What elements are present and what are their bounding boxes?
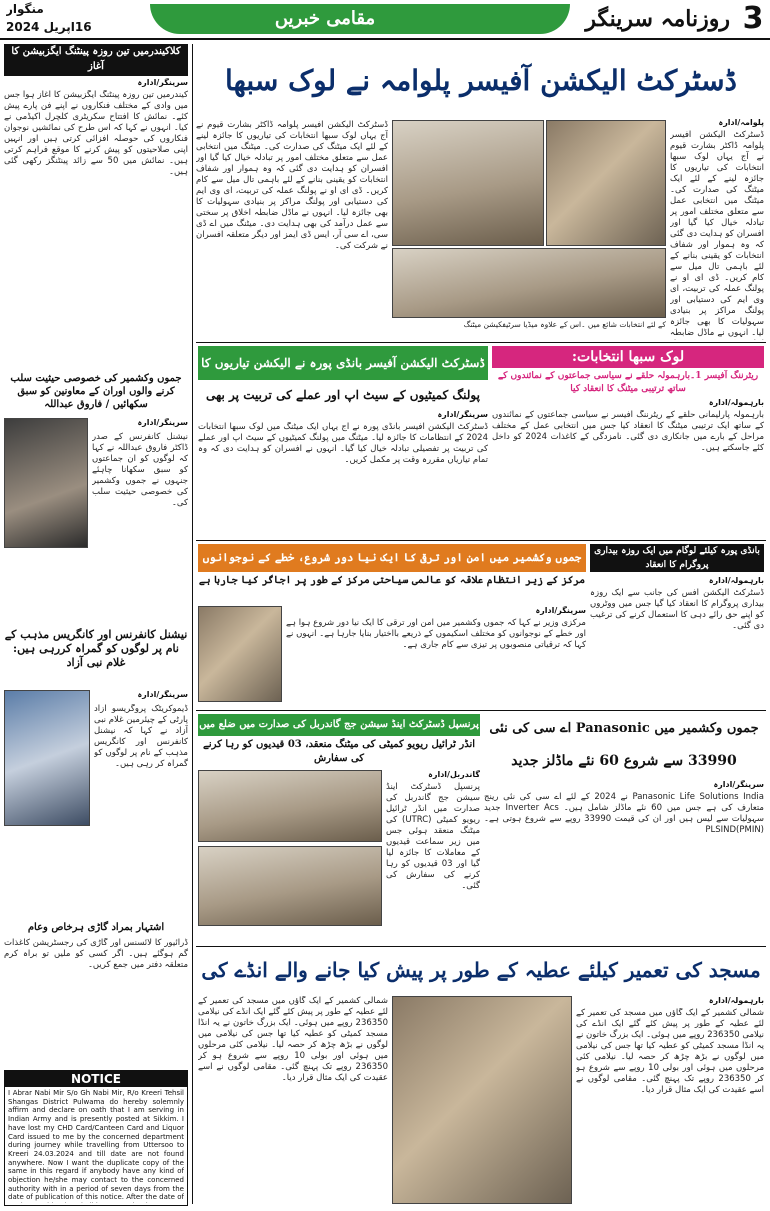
headline-egg: مسجد کی تعمیر کیلئے عطیہ کے طور پر پیش کیا جانے والے انڈے کی	[201, 958, 761, 982]
lead-headline: ڈسٹرکٹ الیکشن آفیسر پلوامہ نے لوک سبھا	[224, 64, 737, 97]
headline-ad: اشتہار بمراد گاڑی ہرخاص وعام	[27, 922, 165, 933]
byline: سرینگر/ادارہ	[535, 606, 586, 615]
section-divider	[196, 342, 766, 343]
headline-farooq: جموں وکشمیر کی خصوصی حیثیت سلب کرنے والوں اوران کے معاونین کو سبق سکھائیں / فاروق عبداللہ	[10, 373, 182, 410]
masthead	[0, 0, 770, 40]
photo-court-2	[198, 846, 382, 926]
photo-officer	[546, 120, 666, 246]
issue-date: 16اپریل 2024	[6, 20, 92, 34]
photo-woman-egg	[392, 996, 572, 1204]
article-body-cont: ڈسٹرکٹ الیکشن آفیسر پلوامہ ڈاکٹر بشارت قیوم نے آج یہاں لوک سبھا انتخابات کی تیاریوں کا جائزہ لینے کے لئے ایک میٹنگ کی صدارت کی۔ میٹنگ میں انتخابی عمل سے متعلق مختلف امور پر تبادلہ خیال کیا گیا اور افسران کو ہدایت دی گئی کہ وہ ہموار اور شفاف انتخابات کو یقینی بنانے کے لئے باہمی تال میل سے کام کریں۔ ڈی ای او نے پولنگ عملہ کی تربیت، ای وی ایم کی دستیابی اور پولنگ مراکز پر بنیادی سہولیات کا بھی جائزہ لیا۔ انہوں نے ماڈل ضابطہ اخلاق پر سختی سے عمل درآمد کی بھی ہدایت دی۔ میٹنگ میں اے ڈی سی، اے سی آر، ایس ڈی ایمز اور دیگر متعلقہ افسران نے شرکت کی۔	[196, 120, 388, 251]
column-divider	[192, 44, 193, 1204]
byline: سرینگر/ادارہ	[137, 690, 188, 699]
subhead-panasonic: 33990 سے شروع 60 نئے ماڈلز جدید	[511, 753, 737, 769]
byline: گاندربل/ادارہ	[428, 770, 480, 779]
headline-awareness: بانڈی پورہ کیلئے لوگام میں ایک روزہ بیداری پروگرام کا انعقاد	[590, 544, 764, 572]
article-body: Panasonic Life Solutions India نے 2024 کے لئے اے سی کی نئی رینج متعارف کی ہے جس میں 60 نئے ماڈلز شامل ہیں۔ Inverter Acs جدید سہولیات سے لیس ہیں اور ان کی قیمت 33990 روپے سے شروع ہوتی ہے۔ PLSIND(PMIN)	[484, 792, 764, 835]
article-body: ڈیموکریٹک پروگریسو آزاد پارٹی کے چیئرمین غلام نبی آزاد نے کہا کہ نیشنل کانفرنس اور کانگریس مذہب کے نام پر لوگوں کو گمراہ کر رہی ہیں۔	[94, 704, 188, 769]
subhead-loksabha: ریٹرننگ آفیسر 1۔بارہمولہ حلقے نے سیاسی جماعتوں کے نمائندوں کے ساتھ ترتیبی میٹنگ کا انعقاد کیا	[497, 371, 759, 394]
photo-minister	[198, 606, 282, 702]
photo-court-1	[198, 770, 382, 842]
photo-azad	[4, 690, 90, 826]
section-title: مقامی خبریں	[274, 8, 376, 29]
notice-box	[4, 1070, 188, 1206]
article-body: ڈسٹرکٹ الیکشن آفیسر پلوامہ ڈاکٹر بشارت قیوم نے آج یہاں لوک سبھا انتخابات کی تیاریوں کا جائزہ لینے کے لئے ایک میٹنگ کی صدارت کی۔ میٹنگ میں انتخابی عمل سے متعلق مختلف امور پر تبادلہ خیال کیا گیا اور افسران کو ہدایت دی گئی کہ وہ ہموار اور شفاف انتخابات کو یقینی بنانے کے لئے باہمی تال میل سے کام کریں۔ ڈی ای او نے پولنگ عملہ کی تربیت، ای وی ایم کی دستیابی اور پولنگ مراکز پر بنیادی سہولیات کا بھی جائزہ لیا۔ انہوں نے ماڈل ضابطہ	[670, 130, 764, 338]
article-body: کیندرمیں تین روزہ پینٹنگ ایگزبیشن کا آغاز ہوا جس میں وادی کے مختلف فنکاروں نے اپنے فن پارے پیش کئے۔ نمائش کا افتتاح سکریٹری کلچرل اکیڈمی نے کیا۔ انہوں نے کہا کہ اس طرح کی نمائشیں نوجوان فنکاروں کی حوصلہ افزائی کرتی ہیں اور انہیں اپنی صلاحیتوں کو پیش کرنے کا موقع فراہم کرتی ہیں۔ نمائش میں 50 سے زائد پینٹنگز رکھی گئی ہیں۔	[4, 90, 188, 177]
issue-day: منگوار	[6, 2, 44, 16]
photo-farooq	[4, 418, 88, 548]
article-body: پرنسپل ڈسٹرکٹ اینڈ سیشن جج گاندربل کی صدارت میں انڈر ٹرائیل ریویو کمیٹی (UTRC) کی میٹنگ منعقد ہوئی جس میں زیر سماعت قیدیوں کے معاملات کا جائزہ لیا گیا اور 03 قیدیوں کو رہا کرنے کی سفارش کی گئی۔	[386, 782, 480, 891]
headline-district: پرنسپل ڈسٹرکٹ اینڈ سیشن جج گاندربل کی صدارت میں ضلع میں	[198, 714, 480, 736]
article-body: شمالی کشمیر کے ایک گاؤں میں مسجد کی تعمیر کے لئے عطیہ کے طور پر پیش کئے گئے ایک انڈے کی نیلامی 236350 روپے میں ہوئی۔ ایک بزرگ خاتون نے یہ انڈا مسجد کمیٹی کو عطیہ کیا تھا جس کی نیلامی میں لوگوں نے بڑھ چڑھ کر حصہ لیا۔ نیلامی کئی مرحلوں میں ہوئی اور بولی 10 روپے سے شروع ہو کر 236350 روپے تک پہنچ گئی۔ مقامی لوگوں نے اسے عقیدت کی ایک مثال قرار دیا۔	[576, 1008, 764, 1095]
article-body: ڈسٹرکٹ الیکشن آفس کی جانب سے ایک روزہ بیداری پروگرام کا انعقاد کیا گیا جس میں ووٹروں کو اپنے حق رائے دہی کا استعمال کرنے کی ترغیب دی گئی۔	[590, 588, 764, 631]
byline: سرینگر/ادارہ	[713, 780, 764, 789]
article-body: ڈسٹرکٹ الیکشن آفیسر بانڈی پورہ نے آج یہاں ایک میٹنگ میں لوک سبھا انتخابات 2024 کے انتظامات کا جائزہ لیا۔ میٹنگ میں پولنگ کمیٹیوں کے سیٹ اپ اور عملے کی تربیت پر تفصیلی تبادلہ خیال کیا گیا۔ انہوں نے افسران کو ہدایت دی کہ وہ تمام تیاریاں مقررہ وقت پر مکمل کریں۔	[198, 422, 488, 465]
byline: سرینگر/ادارہ	[137, 78, 188, 87]
byline: بارہمولہ/ادارہ	[708, 996, 764, 1005]
article-body: ڈرائیور کا لائسنس اور گاڑی کی رجسٹریشن کاغذات گم ہوگئے ہیں۔ اگر کسی کو ملیں تو براہ کرم متعلقہ دفتر میں جمع کریں۔	[4, 938, 188, 970]
photo-caption: کے لئے انتخابات شائع میں ۔اس کے علاوہ میڈیا سرٹیفکیشن میٹنگ	[463, 320, 666, 329]
section-divider	[196, 710, 766, 711]
notice-body: I Abrar Nabi Mir S/o Gh Nabi Mir, R/o Kreeri Tehsil Shangas District Pulwama do hereby solemnly affirm and declare on oath that I am serving in Indian Army and is presently posted at Sikkim. I have lost my CHD Card/Canteen Card and Liquor Card issued to me by the concerned department during journey while travelling from Uttersoo to Kreeri 24.03.2024 and till date are not found anywhere. Now I want the duplicate copy of the same in this regard if anybody have any kind of objection he/she may contact to the concerned authority with in a period of seven days from the date of publication of this notice. After the date of	[8, 1089, 184, 1202]
article-body: بارہمولہ پارلیمانی حلقے کے ریٹرننگ آفیسر نے سیاسی جماعتوں کے نمائندوں کے ساتھ ایک ترتیبی میٹنگ کا انعقاد کیا جس میں انتخابی عمل کے مختلف مراحل کے بارے میں جانکاری دی گئی۔ نامزدگی کے کاغذات 2024 کو داخل کئے جاسکتے ہیں۔	[492, 410, 764, 453]
headline-bandipora: ڈسٹرکٹ الیکشن آفیسر بانڈی پورہ نے الیکشن تیاریوں کا	[198, 346, 488, 380]
byline: سرینگر/ادارہ	[137, 418, 188, 427]
paper-name: روزنامہ سرینگر	[585, 6, 730, 32]
headline-azad: نیشنل کانفرنس اور کانگریس مذہب کے نام پر لوگوں کو گمراہ کررہی ہیں: غلام نبی آزاد	[4, 628, 188, 669]
article-body-cont: شمالی کشمیر کے ایک گاؤں میں مسجد کی تعمیر کے لئے عطیہ کے طور پر پیش کئے گئے ایک انڈے کی نیلامی 236350 روپے میں ہوئی۔ ایک بزرگ خاتون نے یہ انڈا مسجد کمیٹی کو عطیہ کیا تھا جس کی نیلامی میں لوگوں نے بڑھ چڑھ کر حصہ لیا۔ نیلامی کئی مرحلوں میں ہوئی اور بولی 10 روپے سے شروع ہو کر 236350 روپے تک پہنچ گئی۔ مقامی لوگوں نے اسے عقیدت کی ایک مثال قرار دیا۔	[198, 996, 388, 1083]
subhead-youth: مرکز کے زیر انتظام علاقہ کو عالمی سیاحتی مرکز کے طور پر اجاگر کیا جارہا ہے	[198, 575, 586, 586]
photo-meeting-1	[392, 120, 544, 246]
notice-title: NOTICE	[5, 1071, 187, 1087]
section-divider	[196, 946, 766, 947]
subhead-bandipora: پولنگ کمیٹیوں کے سیٹ اپ اور عملے کی تربیت پر بھی	[206, 388, 480, 402]
photo-meeting-2	[392, 248, 666, 318]
byline: بارہمولہ/ادارہ	[708, 398, 764, 407]
subhead-district: انڈر ٹرائیل ریویو کمیٹی کی میٹنگ منعقد، 03 قیدیوں کو رہا کرنے کی سفارش	[202, 739, 476, 764]
headline-painting: کلاکیندرمیں تین روزہ پینٹنگ ایگزبیشن کا آغاز	[4, 44, 188, 76]
byline: سرینگر/ادارہ	[437, 410, 488, 419]
byline: بارہمولہ/ادارہ	[708, 576, 764, 585]
byline: پلوامہ/ادارہ	[718, 118, 764, 127]
headline-panasonic: جموں وکشمیر میں Panasonic اے سی کی نئی	[489, 721, 759, 736]
article-body: نیشنل کانفرنس کے صدر ڈاکٹر فاروق عبداللہ نے کہا کہ لوگوں کو ان جماعتوں کو سبق سکھانا چاہئے جنہوں نے جموں وکشمیر کی خصوصی حیثیت سلب کی۔	[92, 432, 188, 508]
headline-youth: جموں وکشمیر میں امن اور ترقی کا ایک نیا دور شروع، خطے کے نوجوانوں	[198, 544, 586, 572]
page-number: 3	[742, 1, 764, 36]
headline-loksabha: لوک سبھا انتخابات:	[492, 346, 764, 368]
section-divider	[196, 540, 766, 541]
article-body: مرکزی وزیر نے کہا کہ جموں وکشمیر میں امن اور ترقی کا ایک نیا دور شروع ہوا ہے اور خطے کے نوجوانوں کو مختلف اسکیموں کے ذریعے بااختیار بنایا جارہا ہے۔ انہوں نے کہا کہ ترقیاتی منصوبوں پر تیزی سے کام جاری ہے۔	[286, 618, 586, 650]
